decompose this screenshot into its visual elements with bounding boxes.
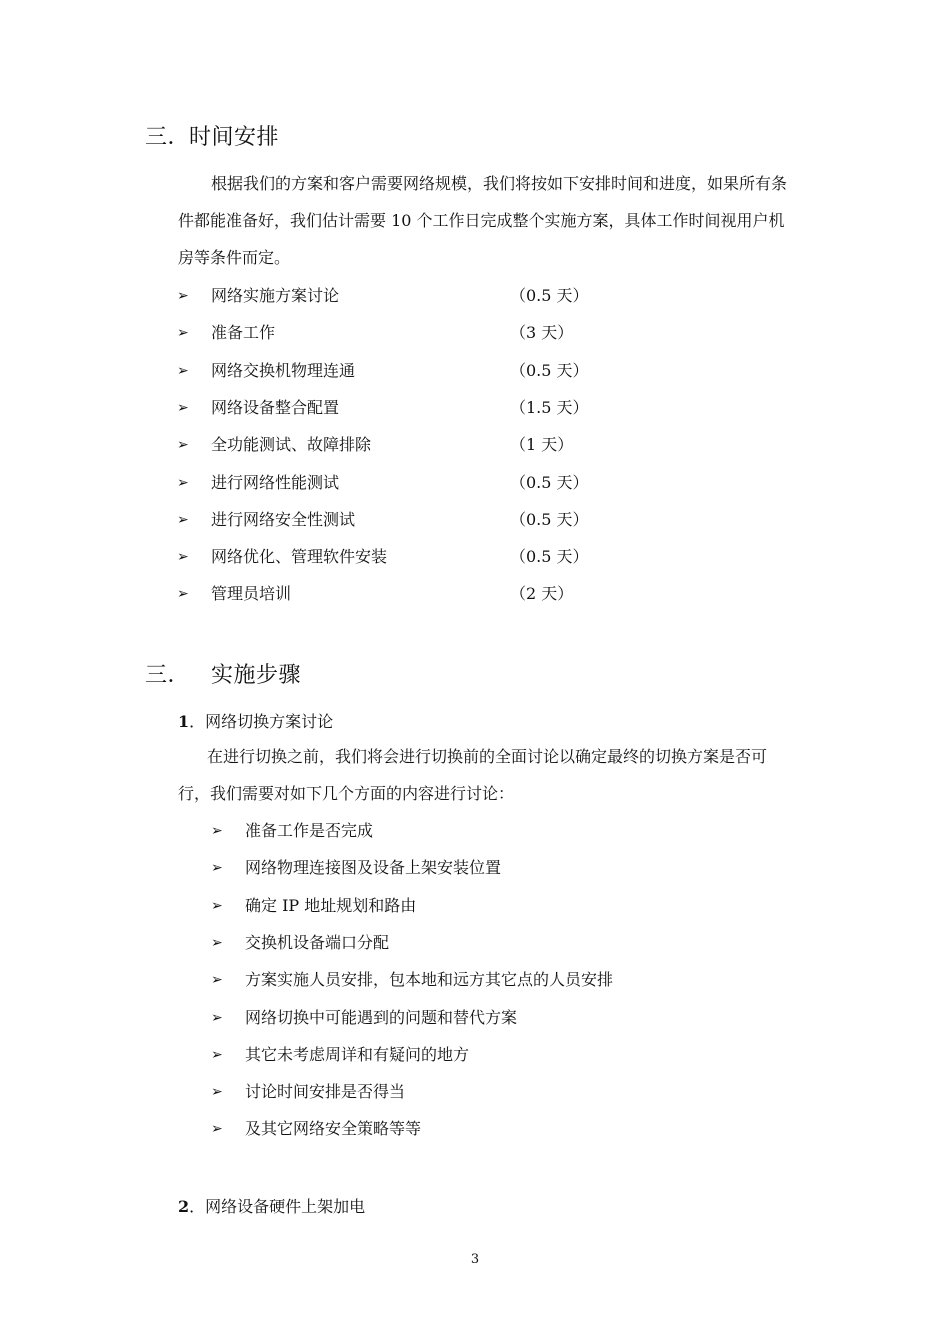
- bullet-arrow-icon: ➢: [211, 1009, 223, 1026]
- schedule-item: [0, 434, 950, 456]
- step1-intro: [178, 738, 767, 812]
- discussion-item: [0, 820, 950, 842]
- discussion-item-label: 其它未考虑周详和有疑问的地方: [245, 1044, 470, 1064]
- step-separator: ．: [189, 1197, 206, 1216]
- bullet-arrow-icon: ➢: [177, 288, 189, 304]
- schedule-item: [0, 509, 950, 531]
- schedule-item-duration: （1 天）: [510, 435, 574, 455]
- schedule-item: [0, 583, 950, 605]
- discussion-item: [0, 969, 950, 991]
- schedule-item-label: 全功能测试、故障排除: [211, 435, 372, 455]
- schedule-item-label: 网络交换机物理连通: [211, 360, 356, 380]
- discussion-item-label: 方案实施人员安排，包本地和远方其它点的人员安排: [245, 970, 614, 990]
- paragraph-line: 根据我们的方案和客户需要网络规模，我们将按如下安排时间和进度，如果所有条: [211, 174, 788, 193]
- schedule-item: [0, 322, 950, 344]
- bullet-arrow-icon: ➢: [177, 511, 189, 528]
- discussion-item-label: 讨论时间安排是否得当: [245, 1082, 406, 1102]
- schedule-item-duration: （0.5 天）: [510, 286, 589, 305]
- section-number: 三．: [145, 663, 191, 688]
- schedule-item-duration: （1.5 天）: [510, 397, 589, 417]
- paragraph-line: 房等条件而定。: [178, 248, 291, 267]
- step2-heading: [178, 1194, 365, 1217]
- schedule-item-label: 管理员培训: [211, 584, 292, 604]
- discussion-item-label: 准备工作是否完成: [245, 821, 374, 840]
- discussion-item-label: 及其它网络安全策略等等: [245, 1119, 422, 1139]
- bullet-arrow-icon: ➢: [211, 934, 223, 951]
- step-title: 网络切换方案讨论: [205, 712, 334, 731]
- bullet-arrow-icon: ➢: [211, 1084, 223, 1101]
- bullet-arrow-icon: ➢: [177, 437, 189, 454]
- schedule-item-label: 网络设备整合配置: [211, 397, 340, 417]
- schedule-item-duration: （0.5 天）: [510, 360, 589, 380]
- bullet-arrow-icon: ➢: [211, 860, 223, 877]
- discussion-item: [0, 932, 950, 954]
- step-number: 2: [178, 1197, 190, 1216]
- bullet-arrow-icon: ➢: [177, 549, 189, 566]
- schedule-item: [0, 472, 950, 494]
- bullet-arrow-icon: ➢: [211, 972, 223, 989]
- paragraph-line: 在进行切换之前，我们将会进行切换前的全面讨论以确定最终的切换方案是否可: [207, 747, 768, 766]
- bullet-arrow-icon: ➢: [211, 823, 223, 839]
- schedule-item-label: 准备工作: [211, 323, 276, 343]
- bullet-arrow-icon: ➢: [211, 1121, 223, 1138]
- discussion-item-label: 网络切换中可能遇到的问题和替代方案: [245, 1007, 518, 1027]
- step-title: 网络设备硬件上架加电: [205, 1197, 366, 1216]
- schedule-item-duration: （3 天）: [510, 323, 574, 343]
- paragraph-line: 行，我们需要对如下几个方面的内容进行讨论：: [178, 784, 515, 803]
- discussion-item-label: 网络物理连接图及设备上架安装位置: [245, 858, 502, 878]
- step1-heading: [178, 709, 333, 732]
- schedule-item-duration: （0.5 天）: [510, 547, 589, 567]
- schedule-item-duration: （2 天）: [510, 584, 574, 604]
- schedule-item-label: 网络实施方案讨论: [211, 286, 340, 305]
- discussion-item-label: 交换机设备端口分配: [245, 932, 390, 952]
- bullet-arrow-icon: ➢: [177, 325, 189, 342]
- discussion-item: [0, 857, 950, 879]
- discussion-item: [0, 1044, 950, 1066]
- discussion-item: [0, 1118, 950, 1140]
- section-title: 时间安排: [189, 125, 280, 150]
- section-title: 实施步骤: [211, 663, 302, 688]
- schedule-item-duration: （0.5 天）: [510, 472, 589, 492]
- bullet-arrow-icon: ➢: [177, 586, 189, 603]
- schedule-item: [0, 360, 950, 382]
- step-separator: ．: [189, 712, 206, 731]
- section-heading-schedule: [145, 120, 279, 151]
- schedule-item: [0, 397, 950, 419]
- bullet-arrow-icon: ➢: [177, 362, 189, 379]
- bullet-arrow-icon: ➢: [211, 897, 223, 914]
- step-number: 1: [178, 712, 190, 731]
- section-number: 三．: [145, 125, 191, 150]
- bullet-arrow-icon: ➢: [177, 399, 189, 416]
- schedule-item-duration: （0.5 天）: [510, 509, 589, 529]
- schedule-intro: [178, 165, 787, 276]
- schedule-item: [0, 546, 950, 568]
- discussion-item-label: 确定 IP 地址规划和路由: [245, 895, 417, 915]
- section-heading-steps: [145, 658, 301, 689]
- page-number: 3: [470, 1252, 480, 1267]
- bullet-arrow-icon: ➢: [211, 1046, 223, 1063]
- paragraph-line: 件都能准备好，我们估计需要 10 个工作日完成整个实施方案，具体工作时间视用户机: [178, 211, 785, 230]
- schedule-item-label: 进行网络性能测试: [211, 472, 340, 492]
- discussion-item: [0, 895, 950, 917]
- discussion-item: [0, 1007, 950, 1029]
- bullet-arrow-icon: ➢: [177, 474, 189, 491]
- schedule-item-label: 网络优化、管理软件安装: [211, 547, 388, 567]
- schedule-item: [0, 285, 950, 307]
- schedule-item-label: 进行网络安全性测试: [211, 509, 356, 529]
- discussion-item: [0, 1081, 950, 1103]
